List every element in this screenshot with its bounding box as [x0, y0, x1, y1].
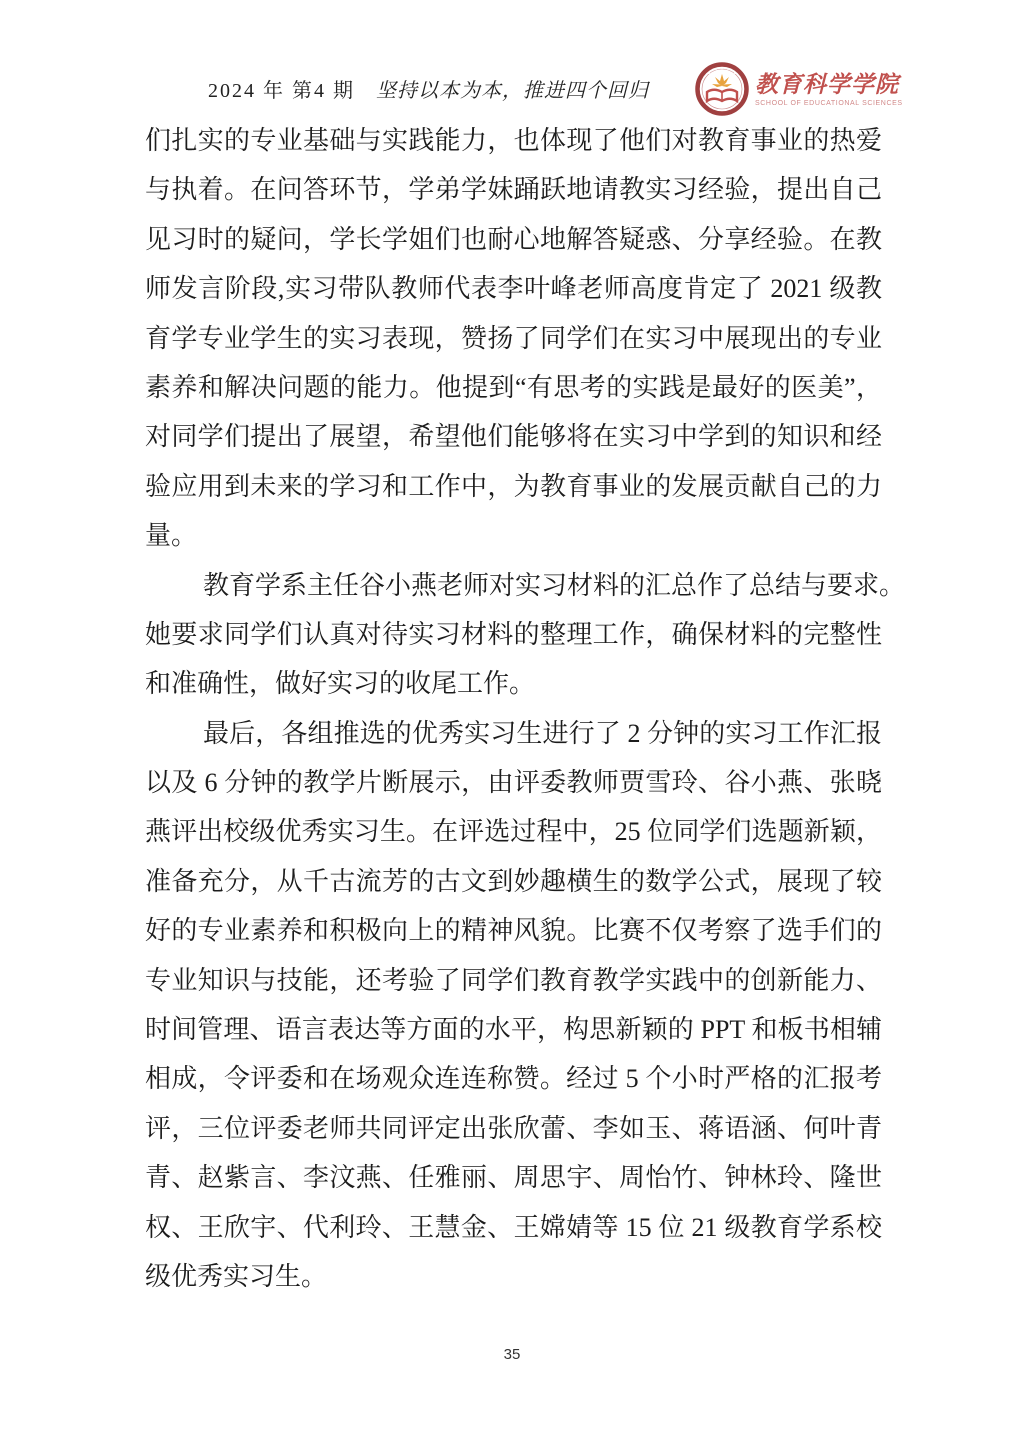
- body-line: 验应用到未来的学习和工作中，为教育事业的发展贡献自己的力: [145, 471, 882, 501]
- body-line: 评，三位评委老师共同评定出张欣蕾、李如玉、蒋语涵、何叶青: [145, 1113, 882, 1143]
- body-line: 以及 6 分钟的教学片断展示，由评委教师贾雪玲、谷小燕、张晓: [145, 768, 882, 798]
- body-line: 素养和解决问题的能力。他提到“有思考的实践是最好的医美”，: [145, 372, 882, 402]
- school-emblem-icon: [695, 62, 749, 116]
- header-issue-label: 2024 年 第4 期: [208, 80, 355, 102]
- body-line: 对同学们提出了展望，希望他们能够将在实习中学到的知识和经: [145, 422, 882, 452]
- body-line: 好的专业素养和积极向上的精神风貌。比赛不仅考察了选手们的: [145, 916, 882, 946]
- body-line: 准备充分，从千古流芳的古文到妙趣横生的数学公式，展现了较: [145, 866, 882, 896]
- body-line: 最后，各组推选的优秀实习生进行了 2 分钟的实习工作汇报: [203, 718, 882, 748]
- page-footer: [0, 1346, 1024, 1364]
- body-line: 教育学系主任谷小燕老师对实习材料的汇总作了总结与要求。: [203, 570, 906, 600]
- body-line: 青、赵紫言、李汶燕、任雅丽、周思宇、周怡竹、钟林玲、隆世: [145, 1163, 882, 1193]
- body-line: 量。: [145, 521, 198, 551]
- body-line: 育学专业学生的实习表现，赞扬了同学们在实习中展现出的专业: [145, 323, 882, 353]
- document-body: [145, 116, 906, 1301]
- body-line: 时间管理、语言表达等方面的水平，构思新颖的 PPT 和板书相辅: [145, 1015, 882, 1045]
- body-line: 相成，令评委和在场观众连连称赞。经过 5 个小时严格的汇报考: [145, 1064, 882, 1094]
- body-line: 们扎实的专业基础与实践能力，也体现了他们对教育事业的热爱: [145, 126, 882, 155]
- school-name-english: SCHOOL OF EDUCATIONAL SCIENCES: [755, 99, 903, 107]
- logo-names: [755, 72, 903, 107]
- header-text: [208, 74, 649, 103]
- body-line: 级优秀实习生。: [145, 1261, 328, 1291]
- page-number: 35: [503, 1346, 521, 1363]
- body-line: 燕评出校级优秀实习生。在评选过程中，25 位同学们选题新颖，: [145, 817, 882, 847]
- body-line: 与执着。在问答环节，学弟学妹踊跃地请教实习经验，提出自己: [145, 175, 882, 205]
- header-motto: 坚持以本为本，推进四个回归: [376, 80, 649, 102]
- body-line: 专业知识与技能，还考验了同学们教育教学实践中的创新能力、: [145, 965, 882, 995]
- body-line: 她要求同学们认真对待实习材料的整理工作，确保材料的完整性: [145, 619, 882, 649]
- school-name-chinese: 教育科学学院: [755, 70, 899, 98]
- body-line: 师发言阶段,实习带队教师代表李叶峰老师高度肯定了 2021 级教: [145, 274, 882, 304]
- body-line: 和准确性，做好实习的收尾工作。: [145, 669, 536, 699]
- body-line: 权、王欣宇、代利玲、王慧金、王嫦婧等 15 位 21 级教育学系校: [145, 1212, 882, 1242]
- body-line: 见习时的疑问，学长学姐们也耐心地解答疑惑、分享经验。在教: [145, 224, 882, 254]
- school-logo: [695, 56, 903, 122]
